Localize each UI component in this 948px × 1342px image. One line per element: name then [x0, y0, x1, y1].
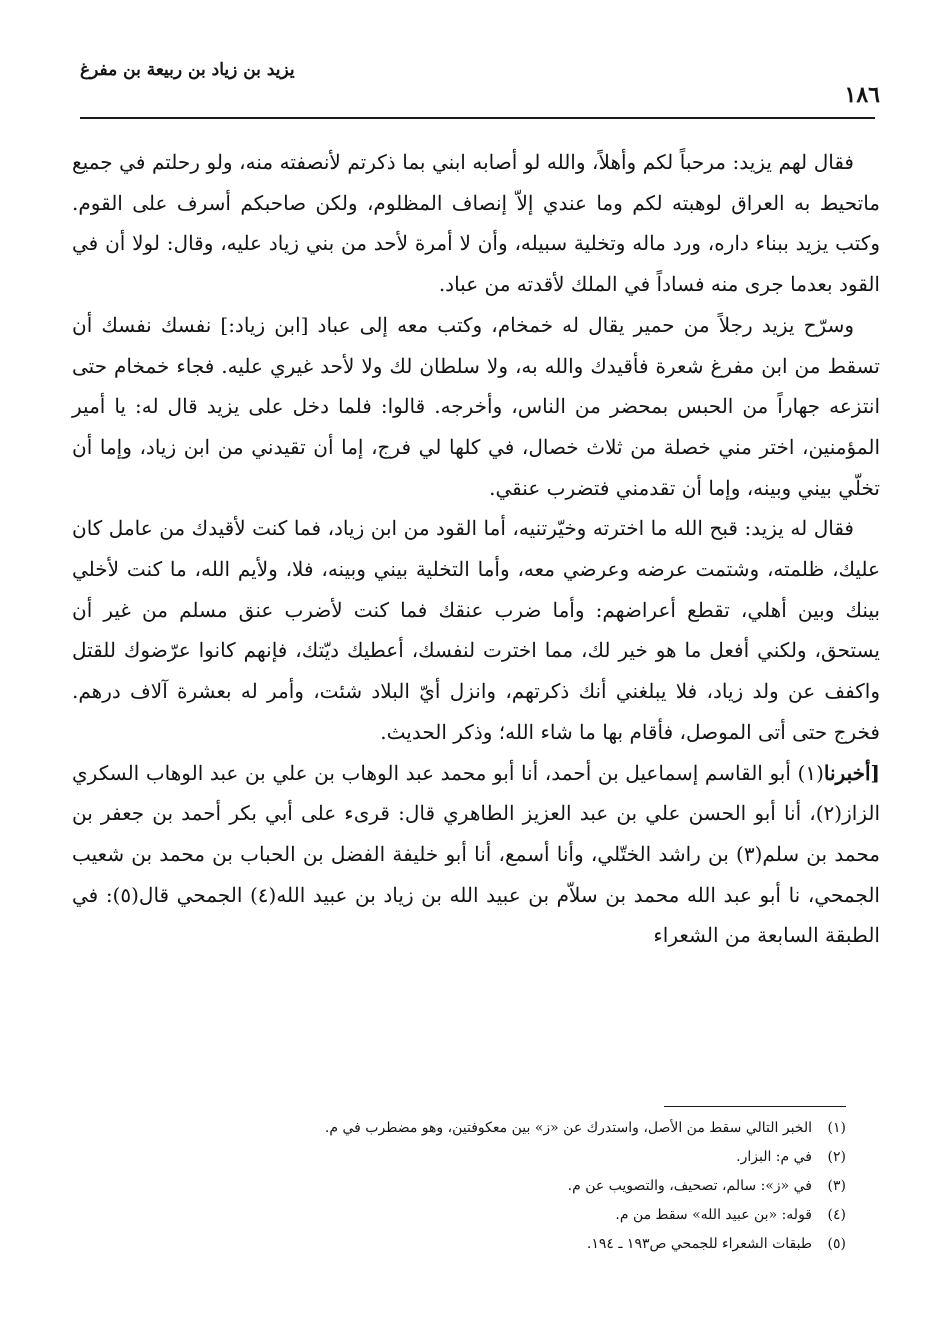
footnote-number: (٤): [827, 1207, 846, 1223]
footnote-text: الخبر التالي سقط من الأصل، واستدرك عن «ز» بين معكوفتين، وهو مضطرب في م.: [324, 1120, 812, 1136]
paragraph-lead: [أخبرنا: [823, 760, 880, 785]
footnote-rule: [664, 1106, 846, 1107]
main-text: [72, 142, 880, 956]
footnote: [220, 1143, 846, 1172]
footnote-number: (٣): [827, 1178, 846, 1194]
footnote-number: (٥): [827, 1236, 846, 1252]
footnote-text: في م: البزار.: [736, 1149, 812, 1165]
footnote-text: في «ز»: سالم، تصحيف، والتصويب عن م.: [567, 1178, 812, 1194]
page-number: ١٨٦: [844, 82, 880, 108]
paragraph: [72, 142, 880, 305]
paragraph: [72, 305, 880, 509]
footnote: [220, 1230, 846, 1259]
paragraph: [72, 753, 880, 957]
paragraph-text: (١) أبو القاسم إسماعيل بن أحمد، أنا أبو محمد عبد الوهاب بن علي بن عبد الوهاب السكري الزاز(٢)، أنا أبو الحسن علي بن عبد العزيز الطاهري قال: قرىء على أبي بكر أحمد بن جعفر بن محمد بن سلم(٣) بن راشد الختّلي، وأنا أسمع، أنا أبو خليفة الفضل بن الحباب بن محمد بن شعيب الجمحي، نا أبو عبد الله محمد بن سلاّم بن عبيد الله بن زياد بن عبيد الله(٤) الجمحي قال(٥): في الطبقة السابعة من الشعراء: [72, 760, 880, 948]
running-title: يزيد بن زياد بن ربيعة بن مفرغ: [80, 60, 295, 80]
footnote: [220, 1114, 846, 1143]
paragraph-text: فقال له يزيد: قبح الله ما اخترته وخيّرتنيه، أما القود من ابن زياد، فما كنت لأقيدك من عامل كان عليك، ظلمته، وشتمت عرضه وعرضي معه، وأما التخلية بيني وبينه، فلا، ولأيم الله، ما كنت لأخلي بينك وبين أهلي، تقطع أعراضهم: وأما ضرب عنقك فما كنت لأضرب عنق مسلم من غير أن يستحق، ولكني أفعل ما هو خير لك، مما اخترت لنفسك، أعطيك ديّتك، فإنهم كانوا عرّضوك للقتل واكفف عن ولد زياد، فلا يبلغني أنك ذكرتهم، وانزل أيّ البلاد شئت، وأمر له بعشرة آلاف درهم. فخرج حتى أتى الموصل، فأقام بها ما شاء الله؛ وذكر الحديث.: [72, 516, 880, 744]
header-rule: [80, 117, 875, 119]
footnote: [220, 1172, 846, 1201]
paragraph-text: فقال لهم يزيد: مرحباً لكم وأهلاً، والله لو أصابه ابني بما ذكرتم لأنصفته منه، ولو رحلتم في جميع ماتحيط به العراق لوهبته لكم وما عندي إلاّ إنصاف المظلوم، ولكن صاحبكم أسرف على القوم. وكتب يزيد ببناء داره، ورد ماله وتخلية سبيله، وأن لا أمرة لأحد من بني زياد عليه، وقال: لولا أن في القود بعدما جرى منه فساداً في الملك لأقدته من عباد.: [72, 150, 881, 297]
footnotes: [220, 1114, 846, 1259]
page-header: [80, 58, 880, 110]
footnote-number: (٢): [827, 1149, 846, 1165]
footnote-text: طبقات الشعراء للجمحي ص١٩٣ ـ ١٩٤.: [586, 1236, 812, 1252]
paragraph-text: وسرّح يزيد رجلاً من حمير يقال له خمخام، وكتب معه إلى عباد [ابن زياد:] نفسك نفسك أن تسقط من ابن مفرغ شعرة فأقيدك والله به، ولا سلطان لك ولا لأحد غيري عليه. فجاء خمخام حتى انتزعه جهاراً من الحبس بمحضر من الناس، وأخرجه. قالوا: فلما دخل على يزيد قال له: يا أمير المؤمنين، اختر مني خصلة من ثلاث خصال، في كلها لي فرج، إما أن تقيدني من ابن زياد، وإما أن تخلّي بيني وبينه، وإما أن تقدمني فتضرب عنقي.: [72, 312, 880, 500]
footnote-text: قوله: «بن عبيد الله» سقط من م.: [615, 1207, 812, 1223]
footnote-number: (١): [827, 1120, 846, 1136]
paragraph: [72, 508, 880, 752]
footnote: [220, 1201, 846, 1230]
